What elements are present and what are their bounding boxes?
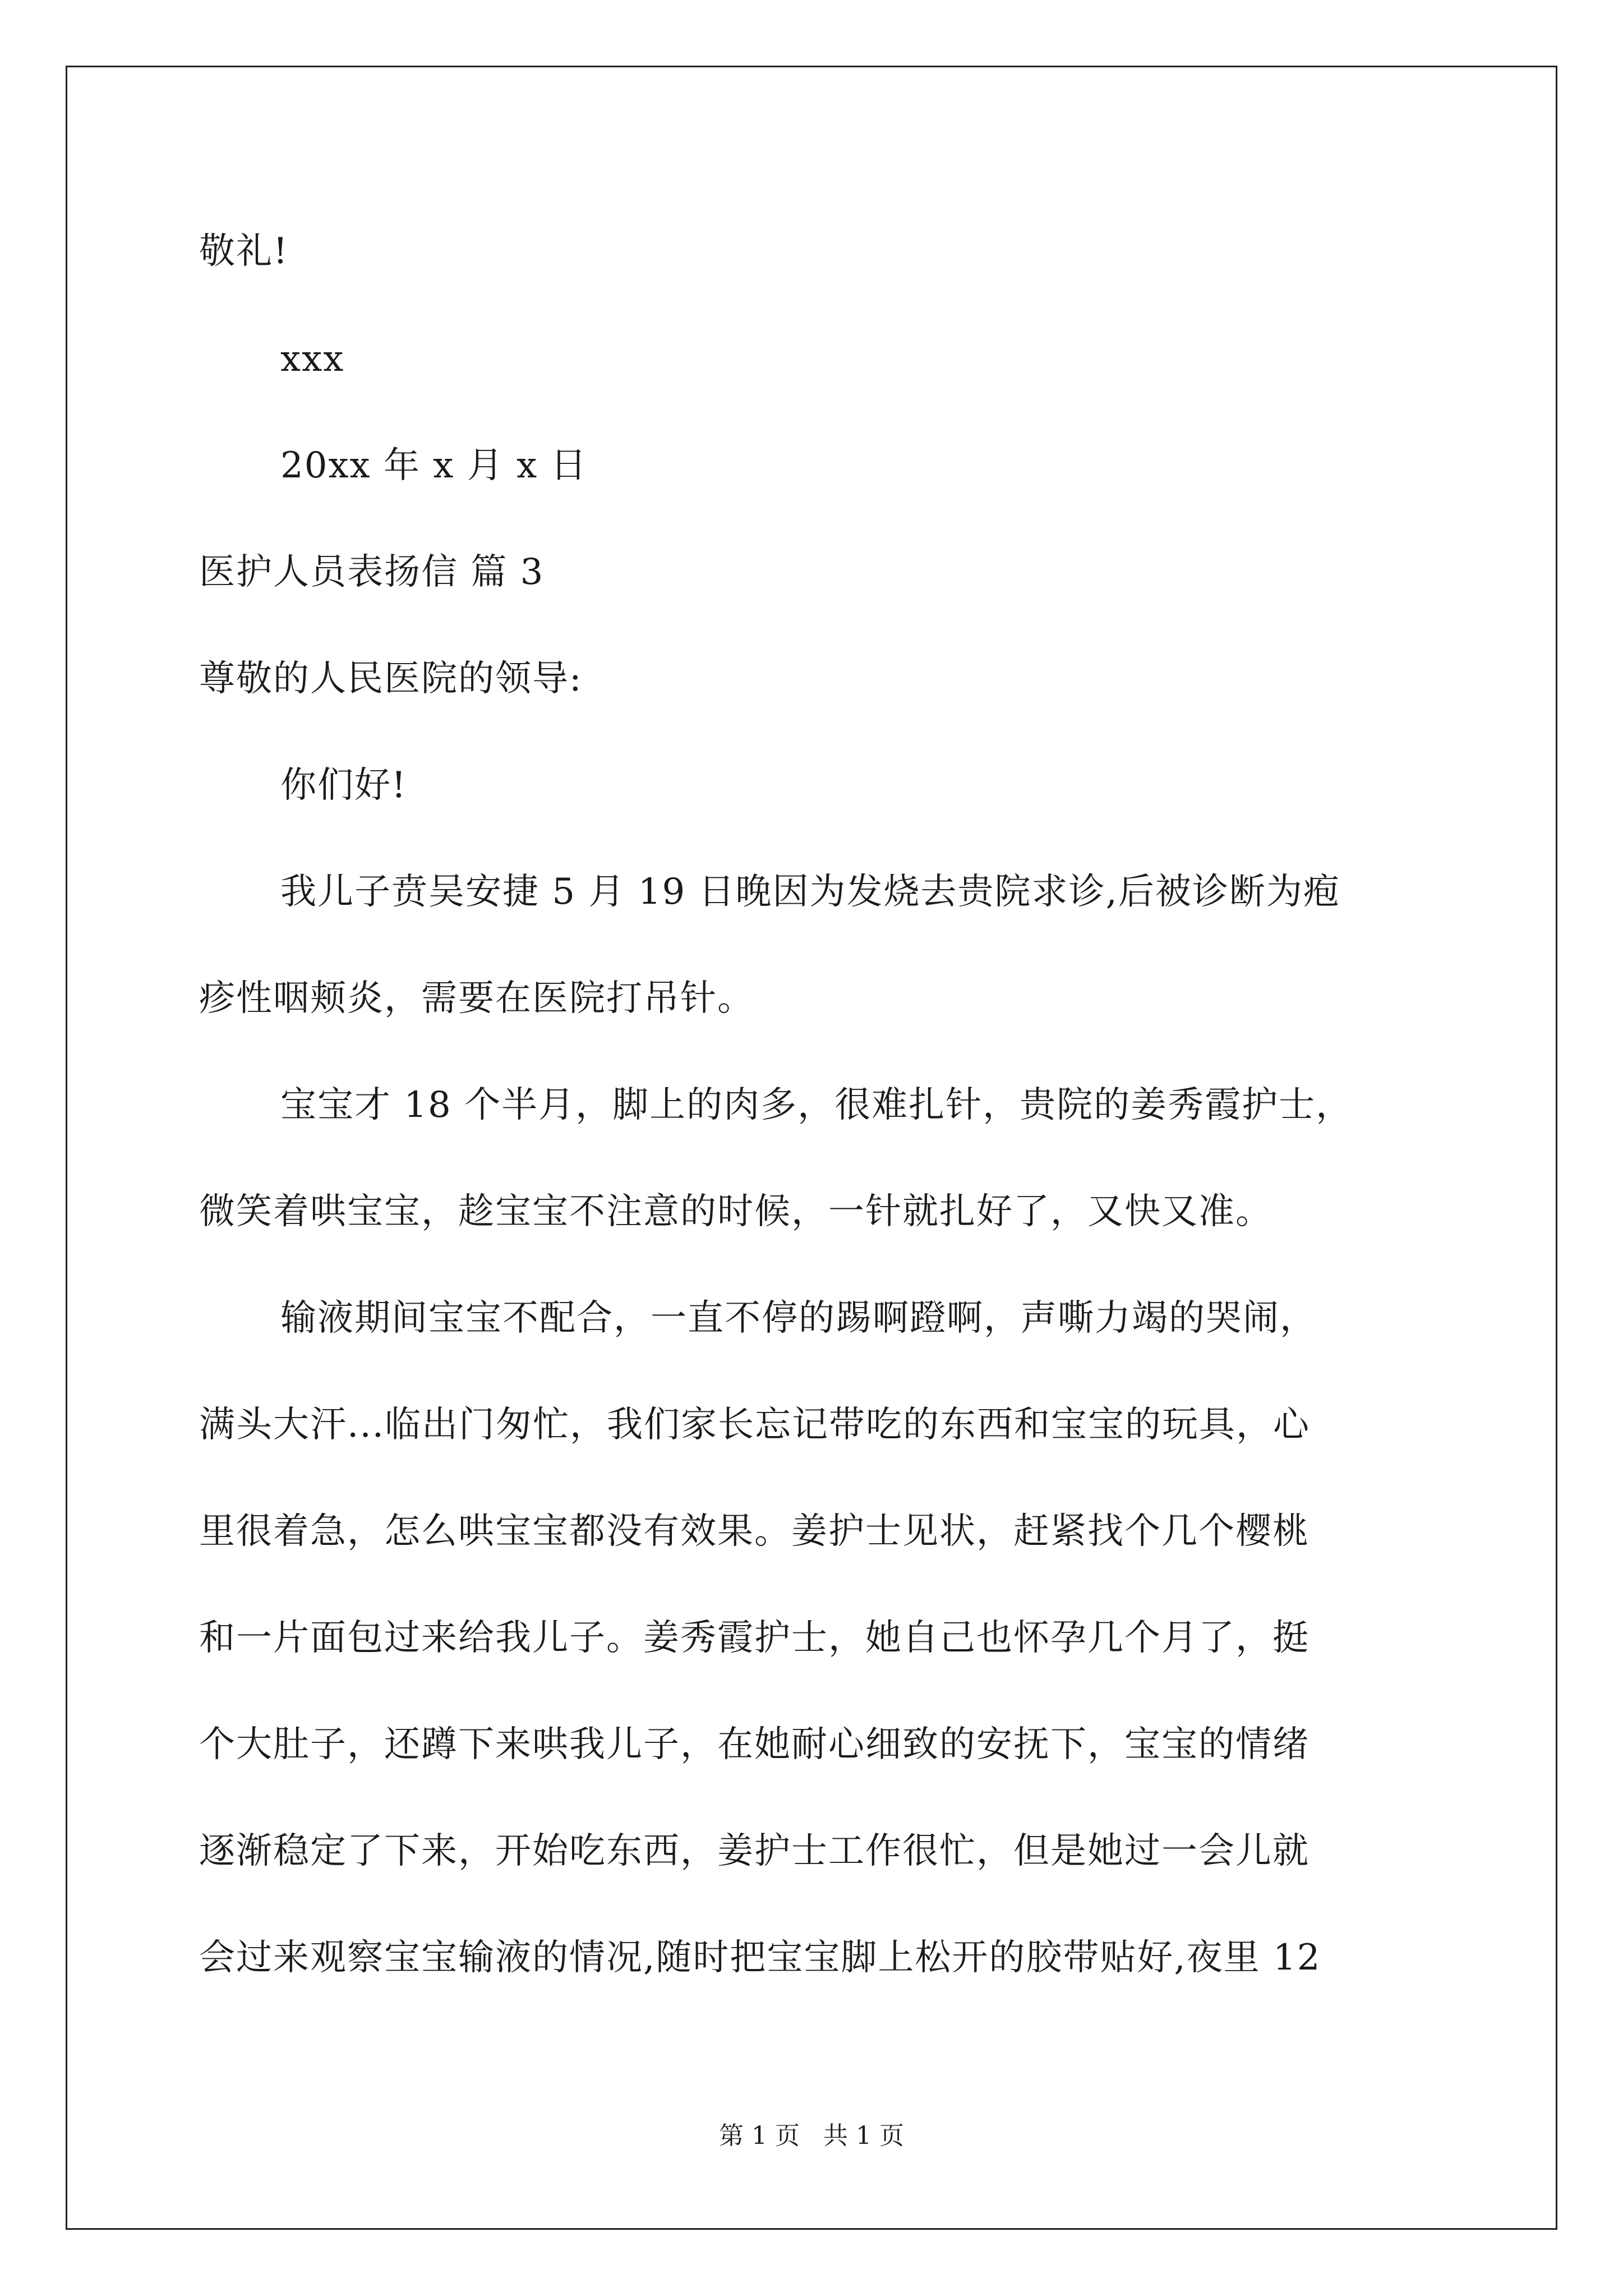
body-line: 里很着急，怎么哄宝宝都没有效果。姜护士见状，赶紧找个几个樱桃 (199, 1511, 1310, 1552)
body-line: 宝宝才 18 个半月，脚上的肉多，很难扎针，贵院的姜秀霞护士， (280, 1084, 1353, 1126)
body-line: 逐渐稳定了下来，开始吃东西，姜护士工作很忙，但是她过一会儿就 (199, 1830, 1310, 1872)
page-border (66, 66, 1557, 2230)
greeting-text: 你们好! (280, 765, 407, 806)
page-footer: 第 1 页 共 1 页 (719, 2122, 904, 2150)
body-line: 和一片面包过来给我儿子。姜秀霞护士，她自己也怀孕几个月了，挺 (199, 1617, 1310, 1659)
closing-text: 敬礼! (199, 231, 289, 272)
body-line: 个大肚子，还蹲下来哄我儿子，在她耐心细致的安抚下，宝宝的情绪 (199, 1724, 1310, 1765)
body-line: 微笑着哄宝宝，趁宝宝不注意的时候，一针就扎好了，又快又准。 (199, 1191, 1272, 1232)
body-line: 满头大汗...临出门匆忙，我们家长忘记带吃的东西和宝宝的玩具，心 (199, 1404, 1311, 1446)
signature-text: xxx (280, 338, 345, 380)
date-text: 20xx 年 x 月 x 日 (280, 445, 588, 486)
section-title: 医护人员表扬信 篇 3 (199, 551, 545, 593)
salutation-text: 尊敬的人民医院的领导: (199, 658, 583, 700)
body-line: 输液期间宝宝不配合，一直不停的踢啊蹬啊，声嘶力竭的哭闹， (280, 1297, 1317, 1339)
body-line: 会过来观察宝宝输液的情况,随时把宝宝脚上松开的胶带贴好,夜里 12 (199, 1937, 1321, 1978)
body-line: 我儿子贲吴安捷 5 月 19 日晚因为发烧去贵院求诊,后被诊断为疱 (280, 871, 1340, 913)
body-line: 疹性咽颊炎，需要在医院打吊针。 (199, 978, 754, 1019)
